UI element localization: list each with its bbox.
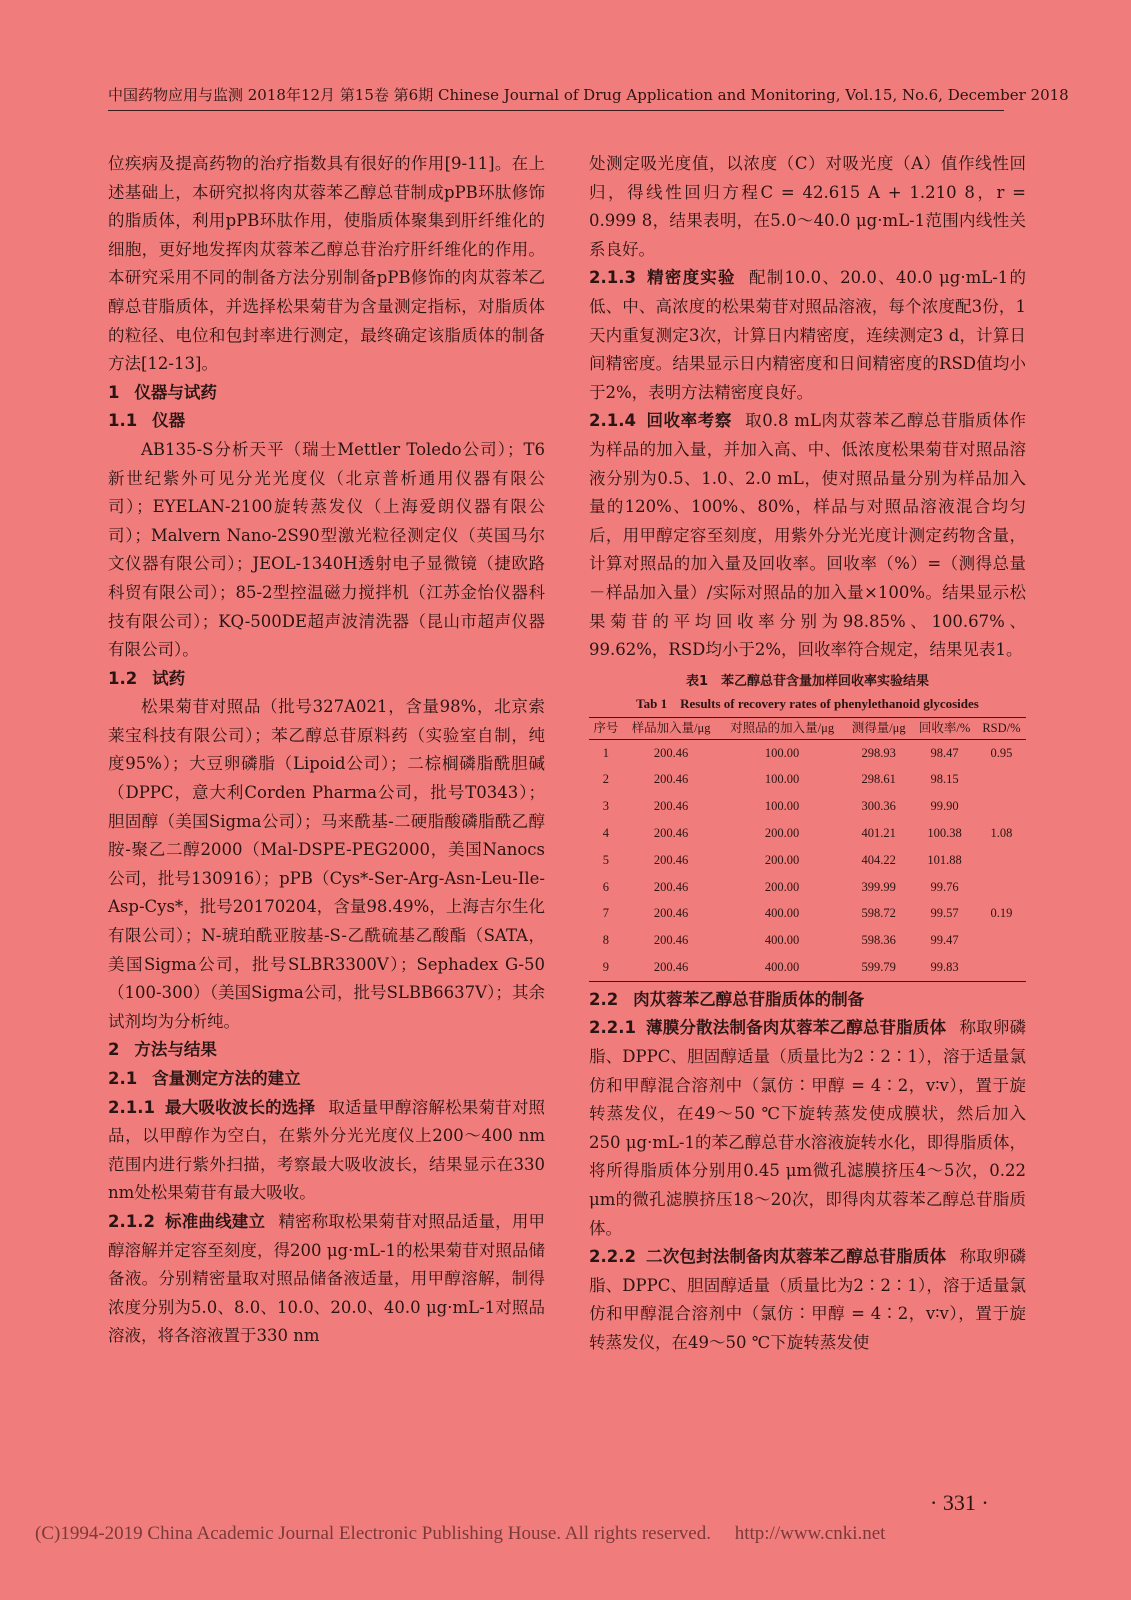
table-cell: 1.08 (990, 826, 1013, 841)
table-cell: 3 (602, 799, 609, 814)
table-cell: 99.47 (930, 933, 959, 948)
subsection-title: 薄膜分散法制备肉苁蓉苯乙醇总苷脂质体 (645, 1018, 947, 1038)
table-row (589, 927, 1026, 954)
table-row (589, 847, 1026, 874)
table-cell: 2 (602, 772, 609, 787)
instruments-paragraph: AB135-S分析天平（瑞士Mettler Toledo公司）；T6新世纪紫外可见分光光度仪（北京普析通用仪器有限公司）；EYELAN-2100旋转蒸发仪（上海爱朗仪器有限公司）；Malvern Nano-2S90型激光粒径测定仪（英国马尔文仪器有限公司）；JEOL-1340H透射电子显微镜（捷欧路科贸有限公司）；85-2型控温磁力搅拌机（江苏金怡仪器科技有限公司）；KQ-500DE超声波清洗器（昆山市超声仪器有限公司）。 (108, 439, 545, 660)
section-2-1-heading (108, 1065, 545, 1094)
section-1-1-heading (108, 407, 545, 436)
table-cell: 5 (602, 852, 609, 867)
recovery-table (589, 717, 1026, 982)
table-cell: 599.79 (861, 960, 896, 975)
subsection-text: 精密称取松果菊苷对照品适量，用甲醇溶解并定容至刻度，得200 μg·mL-1的松果菊苷对照品储备液。分别精密量取对照品储备液适量，用甲醇溶解，制得浓度分别为5.0、8.0、10.0、20.0、40.0 μg·mL-1对照品溶液，将各溶液置于330 nm (108, 1211, 546, 1346)
table-cell: 200.46 (653, 960, 689, 975)
subsection-number: 2.1.3 (589, 268, 636, 288)
table-cell: 200.46 (653, 906, 689, 921)
table-cell: 200.00 (764, 852, 800, 867)
subsection-title: 精密度实验 (645, 268, 736, 288)
section-title: 仪器 (152, 411, 186, 431)
table-cell: 100.00 (764, 799, 800, 814)
table-cell: 200.46 (653, 826, 689, 841)
table-cell: 99.76 (930, 879, 959, 894)
right-column (589, 150, 1026, 1358)
table-cell: 200.46 (653, 879, 689, 894)
table-cell (977, 766, 1026, 793)
table-header-cell: 对照品的加入量/μg (730, 720, 835, 735)
table-cell: 9 (602, 960, 609, 975)
table-cell: 200.46 (653, 799, 689, 814)
subsection-number: 2.1.4 (589, 411, 636, 431)
table-cell: 100.00 (764, 772, 800, 787)
table-cell: 200.00 (764, 826, 800, 841)
table-cell: 400.00 (764, 960, 800, 975)
table-cell: 98.15 (930, 772, 959, 787)
table-cell: 100.00 (764, 745, 800, 760)
table-cell: 598.36 (861, 933, 896, 948)
table-cell: 200.46 (653, 852, 689, 867)
section-2-1-1-paragraph (108, 1094, 545, 1208)
table-cell: 300.36 (861, 799, 896, 814)
left-column (108, 150, 545, 1351)
subsection-number: 2.2.2 (589, 1247, 636, 1267)
table-header-cell: 样品加入量/μg (631, 720, 711, 735)
table-cell: 200.46 (653, 745, 689, 760)
section-2-1-2-paragraph (108, 1208, 545, 1351)
table-cell: 200.46 (653, 933, 689, 948)
subsection-title: 标准曲线建立 (164, 1211, 266, 1231)
table-cell: 100.38 (927, 826, 962, 841)
table-caption-en: Tab 1 Results of recovery rates of phenylethanoid glycosides (636, 695, 979, 711)
subsection-title: 回收率考察 (645, 411, 732, 431)
table-cell: 598.72 (861, 906, 896, 921)
table-row (589, 766, 1026, 793)
section-title: 仪器与试药 (134, 382, 217, 402)
table-header-cell: 序号 (593, 720, 619, 735)
reagents-paragraph: 松果菊苷对照品（批号327A021，含量98%，北京索莱宝科技有限公司）；苯乙醇总苷原料药（实验室自制，纯度95%）；大豆卵磷脂（Lipoid公司）；二棕榈磷脂酰胆碱（DPPC，意大利Corden Pharma公司，批号T0343）；胆固醇（美国Sigma公司）；马来酰基-二硬脂酸磷脂酰乙醇胺-聚乙二醇2000（Mal-DSPE-PEG2000，美国Nanocs公司，批号130916）；pPB（Cys*-Ser-Arg-Asn-Leu-Ile-Asp-Cys*，批号20170204，含量98.49%，上海吉尔生化有限公司）；N-琥珀酰亚胺基-S-乙酰硫基乙酸酯（SATA，美国Sigma公司，批号SLBR3300V）；Sephadex G-50（100-300）（美国Sigma公司，批号SLBB6637V）；其余试剂均为分析纯。 (108, 697, 545, 1031)
table-cell: 298.61 (861, 772, 896, 787)
section-1-2-heading (108, 665, 545, 694)
table-row (589, 954, 1026, 981)
table-cell: 0.19 (990, 906, 1013, 921)
table-row (589, 793, 1026, 820)
section-number: 1.2 (108, 668, 138, 688)
copyright-watermark: (C)1994-2019 China Academic Journal Electronic Publishing House. All rights reserved. http://www.cnki.net (35, 1523, 886, 1544)
table-cell: 1 (602, 745, 609, 760)
table-cell (977, 954, 1026, 981)
table-cell: 200.00 (764, 879, 800, 894)
table-cell: 4 (602, 826, 609, 841)
subsection-number: 2.1.2 (108, 1211, 155, 1231)
table-cell: 8 (602, 933, 609, 948)
section-2-2-1-paragraph (589, 1014, 1026, 1243)
table-caption-cn: 表1 苯乙醇总苷含量加样回收率实验结果 (685, 673, 930, 689)
table-cell: 0.95 (990, 745, 1013, 760)
table-cell (977, 847, 1026, 874)
table-cell: 200.46 (653, 772, 689, 787)
table-cell: 98.47 (930, 745, 959, 760)
section-title: 含量测定方法的建立 (152, 1069, 301, 1088)
table-header-row (589, 717, 1026, 739)
subsection-text: 取适量甲醇溶解松果菊苷对照品，以甲醇作为空白，在紫外分光光度仪上200～400 nm范围内进行紫外扫描，考察最大吸收波长，结果显示在330 nm处松果菊苷有最大吸收。 (108, 1097, 546, 1203)
table-cell: 298.93 (861, 745, 896, 760)
table-row (589, 900, 1026, 927)
table-header-cell: RSD/% (982, 720, 1021, 735)
subsection-text: 配制10.0、20.0、40.0 μg·mL-1的低、中、高浓度的松果菊苷对照品溶液，每个浓度配3份，1天内重复测定3次，计算日内精密度，连续测定3 d，计算日间精密度。结果显示日内精密度和日间精密度的RSD值均小于2%，表明方法精密度良好。 (589, 268, 1027, 402)
subsection-title: 二次包封法制备肉苁蓉苯乙醇总苷脂质体 (645, 1247, 947, 1267)
page-number: · 331 · (930, 1490, 989, 1515)
subsection-title: 最大吸收波长的选择 (164, 1097, 316, 1117)
subsection-number: 2.1.1 (108, 1097, 155, 1117)
section-2-1-3-paragraph (589, 264, 1026, 407)
table-cell: 401.21 (861, 826, 896, 841)
table-cell (977, 793, 1026, 820)
table-cell: 404.22 (861, 852, 896, 867)
table-header-cell: 测得量/μg (851, 720, 906, 735)
table-cell: 101.88 (927, 852, 962, 867)
table-cell: 99.57 (930, 906, 959, 921)
table-cell (977, 874, 1026, 901)
running-header: 中国药物应用与监测 2018年12月 第15卷 第6期 Chinese Journal of Drug Application and Monitoring, Vol.15, No.6, December 2018 (108, 80, 1004, 111)
subsection-number: 2.2.1 (589, 1018, 636, 1038)
table-cell: 7 (602, 906, 609, 921)
section-number: 2.2 (589, 989, 619, 1009)
subsection-text: 称取卵磷脂、DPPC、胆固醇适量（质量比为2∶2∶1），溶于适量氯仿和甲醇混合溶剂中（氯仿∶甲醇 = 4∶2，v∶v），置于旋转蒸发仪，在49～50 ℃下旋转蒸发使 (589, 1247, 1027, 1352)
section-number: 2 (108, 1040, 120, 1060)
table-row (589, 820, 1026, 847)
table-row (589, 874, 1026, 901)
table-cell: 99.83 (930, 960, 959, 975)
table-row (589, 739, 1026, 766)
continued-paragraph: 处测定吸光度值，以浓度（C）对吸光度（A）值作线性回归，得线性回归方程C = 42.615 A + 1.210 8，r = 0.999 8，结果表明，在5.0～40.0 μg·mL-1范围内线性关系良好。 (589, 154, 1026, 259)
section-2-1-4-paragraph (589, 407, 1026, 664)
table-cell (977, 927, 1026, 954)
section-2-2-heading (589, 986, 1026, 1015)
subsection-text: 取0.8 mL肉苁蓉苯乙醇总苷脂质体作为样品的加入量，并加入高、中、低浓度松果菊苷对照品溶液分别为0.5、1.0、2.0 mL，使对照品量分别为样品加入量的120%、100%、80%，样品与对照品溶液混合均匀后，用甲醇定容至刻度，用紫外分光光度计测定药物含量，计算对照品的加入量及回收率。回收率（%）=（测得总量－样品加入量）/实际对照品的加入量×100%。结果显示松果菊苷的平均回收率分别为98.85%、100.67%、99.62%，RSD均小于2%，回收率符合规定，结果见表1。 (589, 411, 1027, 660)
section-number: 2.1 (108, 1069, 138, 1088)
section-title: 方法与结果 (134, 1040, 217, 1060)
table-cell: 400.00 (764, 933, 800, 948)
section-2-heading (108, 1036, 545, 1065)
subsection-text: 称取卵磷脂、DPPC、胆固醇适量（质量比为2∶2∶1），溶于适量氯仿和甲醇混合溶剂中（氯仿∶甲醇 = 4∶2，v∶v），置于旋转蒸发仪，在49～50 ℃下旋转蒸发使成膜状，然后加入250 μg·mL-1的苯乙醇总苷水溶液旋转水化，即得脂质体，将所得脂质体分别用0.45 μm微孔滤膜挤压4～5次，0.22 μm的微孔滤膜挤压18～20次，即得肉苁蓉苯乙醇总苷脂质体。 (589, 1018, 1027, 1238)
section-2-2-2-paragraph (589, 1243, 1026, 1357)
table-header-cell: 回收率/% (918, 720, 971, 735)
section-number: 1.1 (108, 411, 138, 431)
section-title: 肉苁蓉苯乙醇总苷脂质体的制备 (633, 989, 865, 1009)
table-cell: 99.90 (930, 799, 959, 814)
table-body (589, 739, 1026, 981)
section-title: 试药 (152, 668, 186, 688)
table-cell: 400.00 (764, 906, 800, 921)
intro-paragraph: 位疾病及提高药物的治疗指数具有很好的作用[9-11]。在上述基础上，本研究拟将肉苁蓉苯乙醇总苷制成pPB环肽修饰的脂质体，利用pPB环肽作用，使脂质体聚集到肝纤维化的细胞，更好地发挥肉苁蓉苯乙醇总苷治疗肝纤维化的作用。本研究采用不同的制备方法分别制备pPB修饰的肉苁蓉苯乙醇总苷脂质体，并选择松果菊苷为含量测定指标，对脂质体的粒径、电位和包封率进行测定，最终确定该脂质体的制备方法[12-13]。 (108, 154, 545, 374)
table-cell: 399.99 (861, 879, 896, 894)
table-cell: 6 (602, 879, 609, 894)
section-number: 1 (108, 382, 120, 402)
section-1-heading (108, 379, 545, 408)
